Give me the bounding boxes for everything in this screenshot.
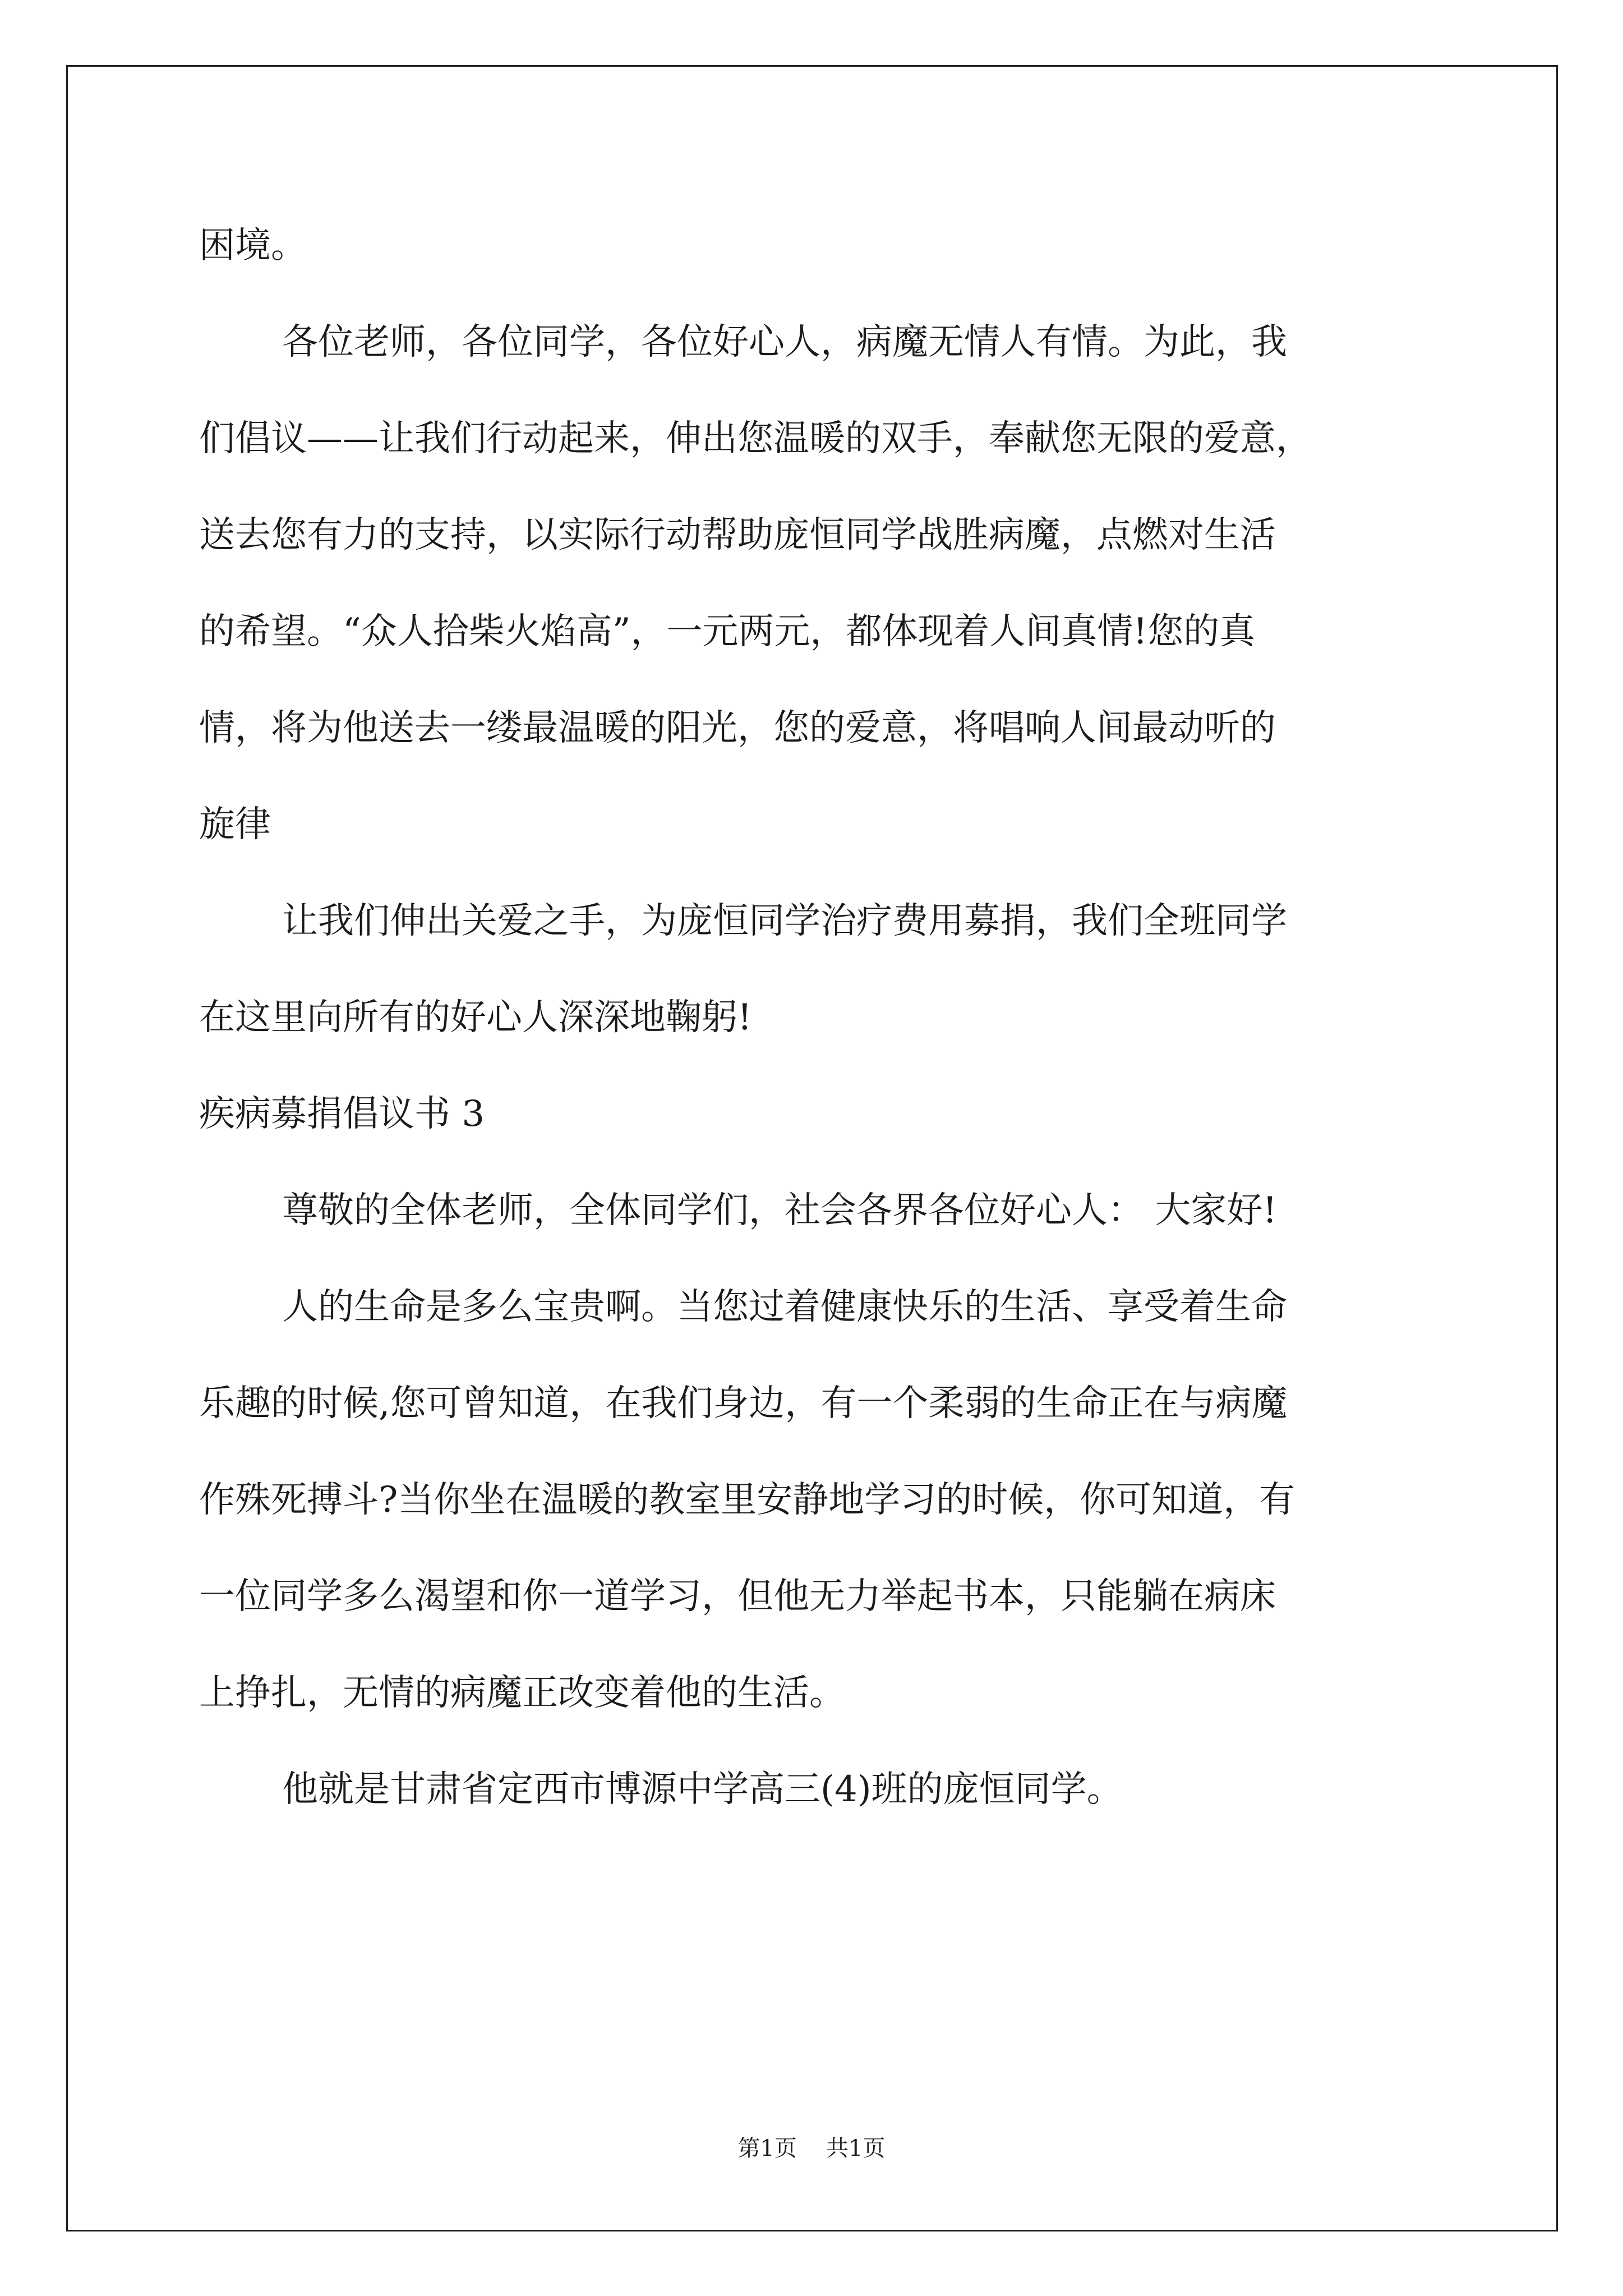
salutation-line: 尊敬的全体老师，全体同学们，社会各界各位好心人： 大家好!	[282, 1190, 1278, 1231]
text-line: 送去您有力的支持，以实际行动帮助庞恒同学战胜病魔，点燃对生活	[199, 514, 1276, 556]
page-number: 第1页	[737, 2136, 797, 2161]
text-line: 作殊死搏斗?当你坐在温暖的教室里安静地学习的时候，你可知道，有	[199, 1479, 1295, 1521]
text-line: 旋律	[199, 804, 271, 845]
text-line: 们倡议——让我们行动起来，伸出您温暖的双手，奉献您无限的爱意，	[199, 418, 1312, 459]
page-footer	[0, 2132, 1623, 2165]
text-line: 困境。	[199, 225, 307, 266]
paragraph-line: 各位老师，各位同学，各位好心人，病魔无情人有情。为此，我	[282, 321, 1287, 363]
text-line: 乐趣的时候,您可曾知道，在我们身边，有一个柔弱的生命正在与病魔	[199, 1383, 1288, 1424]
text-line: 一位同学多么渴望和你一道学习，但他无力举起书本，只能躺在病床	[199, 1576, 1276, 1617]
text-line: 在这里向所有的好心人深深地鞠躬!	[199, 997, 752, 1038]
paragraph-line: 人的生命是多么宝贵啊。当您过着健康快乐的生活、享受着生命	[282, 1286, 1287, 1328]
text-line: 情，将为他送去一缕最温暖的阳光，您的爱意，将唱响人间最动听的	[199, 707, 1276, 749]
section-heading: 疾病募捐倡议书 3	[199, 1093, 485, 1135]
text-line: 的希望。“众人拾柴火焰高”，一元两元，都体现着人间真情!您的真	[199, 611, 1256, 652]
text-line: 上挣扎，无情的病魔正改变着他的生活。	[199, 1672, 845, 1714]
paragraph-line: 他就是甘肃省定西市博源中学高三(4)班的庞恒同学。	[282, 1769, 1123, 1810]
page-total: 共1页	[826, 2136, 886, 2161]
paragraph-line: 让我们伸出关爱之手，为庞恒同学治疗费用募捐，我们全班同学	[282, 900, 1287, 942]
document-body	[199, 197, 1436, 1838]
